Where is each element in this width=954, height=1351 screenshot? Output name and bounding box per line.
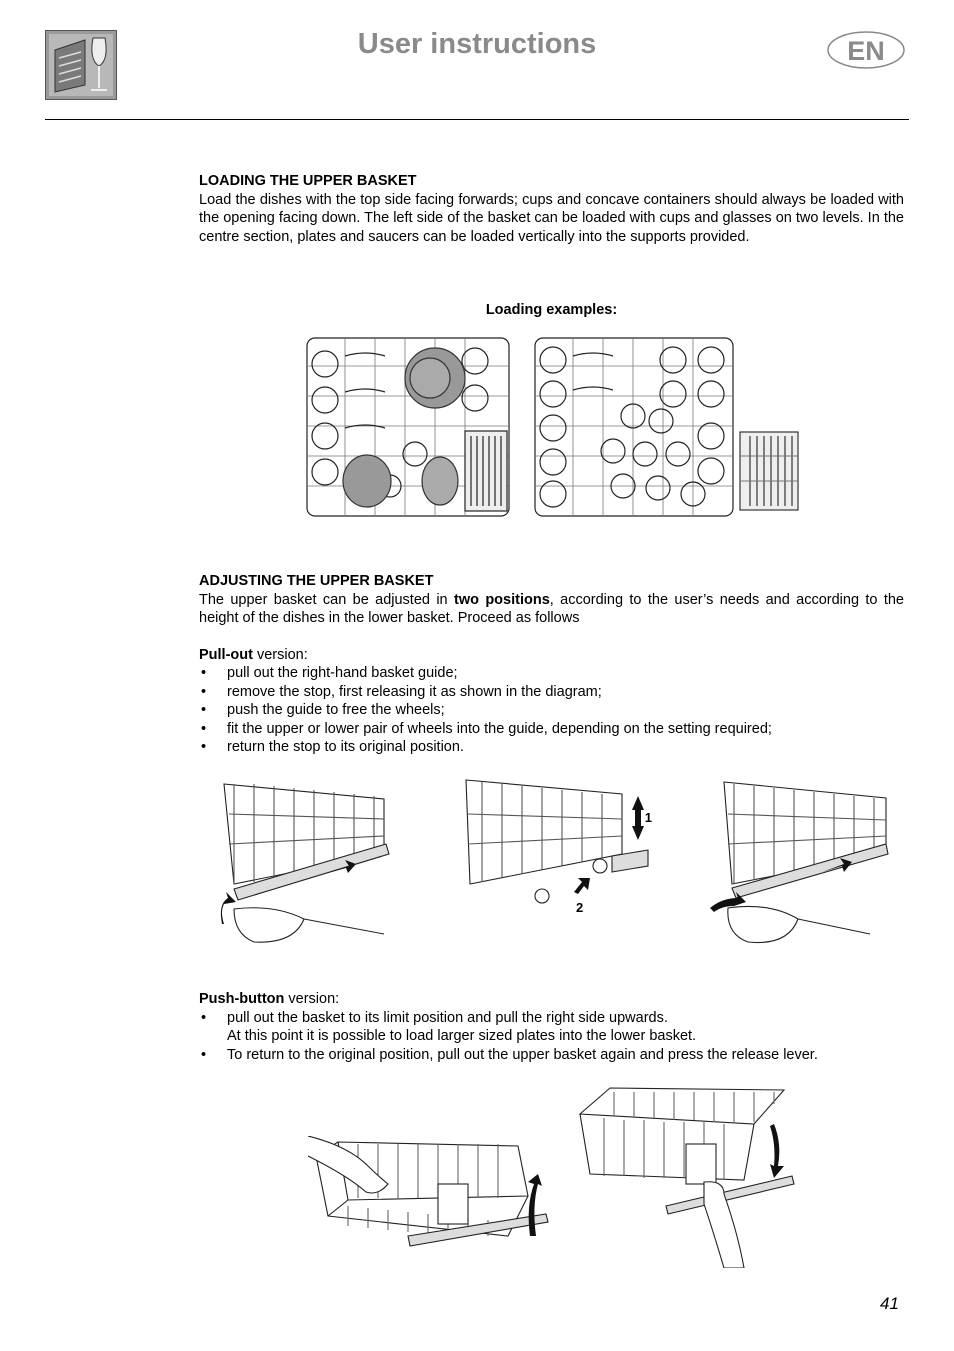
loading-examples-caption: Loading examples: — [485, 302, 618, 318]
basket-example-left — [307, 338, 509, 516]
pullout-label-bold: Pull-out — [199, 646, 253, 663]
list-item — [199, 1009, 904, 1046]
adjusting-section — [199, 572, 904, 757]
adjusting-intro — [199, 591, 904, 628]
page-title: User instructions — [357, 28, 597, 60]
language-badge — [826, 30, 906, 70]
intro-text-bold: two positions — [453, 591, 550, 608]
intro-text-before: The upper basket can be adjusted in — [199, 591, 454, 608]
loading-body: Load the dishes with the top side facing forwards; cups and concave containers should always be loaded with the opening facing down. The left side of the basket can be loaded with cups and glasses on two levels. In the centre section, plates and saucers can be loaded vertically into the supports provided. — [199, 191, 904, 245]
basket-example-right — [535, 338, 733, 516]
language-badge-text: EN — [847, 36, 885, 66]
pullout-label-rest: version: — [252, 646, 308, 663]
intro-text-after: , according to the user’s needs and according to the height of the dishes in the lower basket. Proceed as follows — [199, 591, 904, 626]
pullout-figure-3 — [710, 774, 890, 958]
list-item: • remove the stop, first releasing it as shown in the diagram; — [199, 683, 904, 702]
page-number: 41 — [880, 1294, 899, 1313]
figure-label-1: 1 — [644, 810, 652, 825]
loading-heading: LOADING THE UPPER BASKET — [199, 173, 417, 189]
pushbutton-label — [199, 990, 904, 1009]
pushbutton-figure-2 — [574, 1084, 796, 1268]
loading-section — [199, 172, 904, 246]
adjusting-heading: ADJUSTING THE UPPER BASKET — [199, 573, 434, 589]
list-item: • return the stop to its original position. — [199, 738, 904, 757]
loading-examples-figure — [305, 336, 805, 518]
list-item: • pull out the right-hand basket guide; — [199, 664, 904, 683]
pullout-label — [199, 646, 904, 665]
list-item: • fit the upper or lower pair of wheels into the guide, depending on the setting required; — [199, 720, 904, 739]
pullout-steps — [199, 664, 904, 757]
list-item: • To return to the original position, pull out the upper basket again and press the release lever. — [199, 1046, 904, 1065]
pushbutton-step-1-line-2: At this point it is possible to load larger sized plates into the lower basket. — [227, 1028, 697, 1044]
figure-label-2: 2 — [576, 900, 584, 914]
pushbutton-section — [199, 990, 904, 1064]
pushbutton-label-bold: Push-button — [199, 991, 285, 1007]
header-divider — [45, 119, 909, 120]
pushbutton-label-rest: version: — [284, 991, 340, 1007]
cutlery-basket — [740, 432, 798, 510]
pushbutton-steps — [199, 1009, 904, 1065]
pullout-figure-2 — [462, 774, 652, 914]
pushbutton-figure-1 — [308, 1136, 554, 1272]
pushbutton-step-1-line-1: • pull out the basket to its limit position and pull the right side upwards. — [227, 1009, 668, 1026]
list-item: • push the guide to free the wheels; — [199, 701, 904, 720]
pullout-figure-1 — [214, 774, 392, 958]
